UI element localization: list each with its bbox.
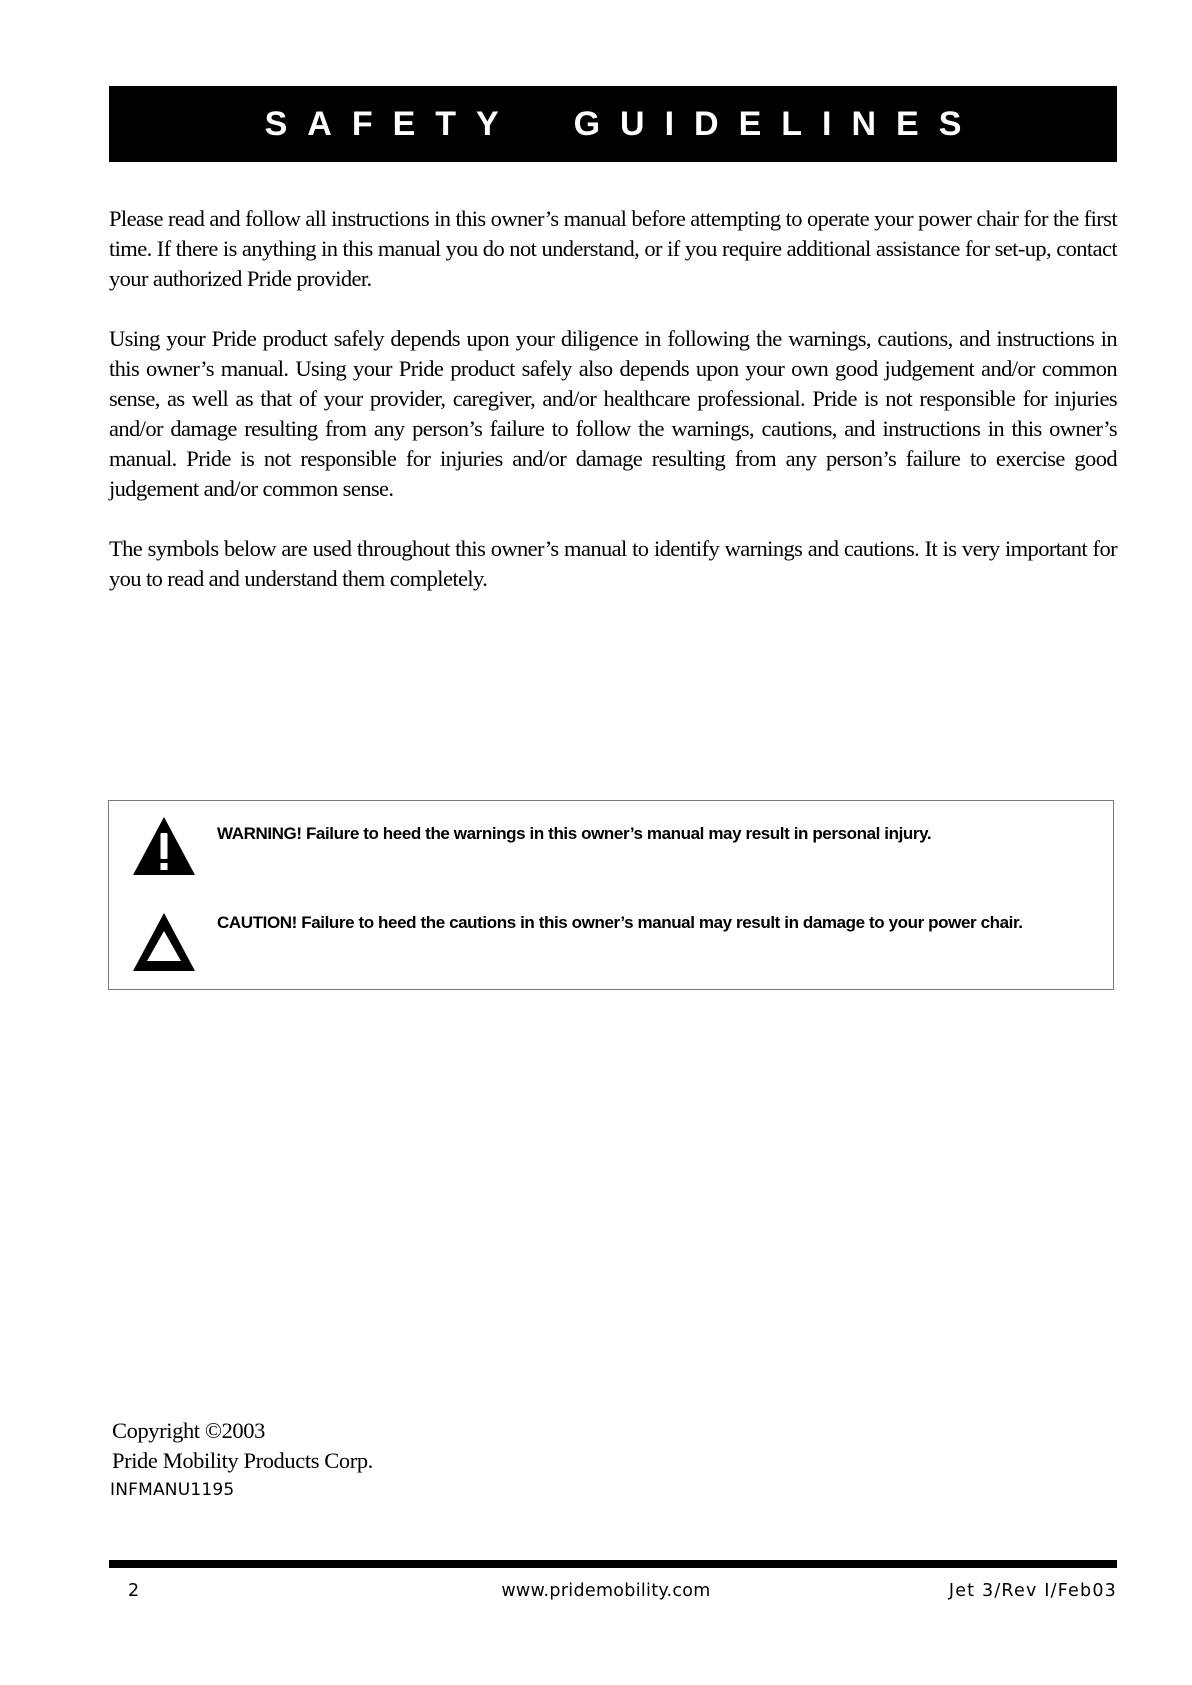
footer-divider [109,1560,1117,1568]
caution-notice [131,911,1091,973]
caution-triangle-icon [131,911,197,973]
intro-text [109,204,1117,624]
symbols-notice-box [108,800,1114,990]
warning-notice [131,815,1091,877]
footer-revision: Jet 3/Rev I/Feb03 [948,1581,1117,1601]
warning-triangle-icon [131,815,197,877]
warning-text: WARNING! Failure to heed the warnings in this owner’s manual may result in personal injury. [217,824,932,843]
paragraph-instructions: Please read and follow all instructions in this owner’s manual before attempting to operate your power chair for the first time. If there is anything in this manual you do not understand, or if you require additional assistance for set-up, contact your authorized Pride provider. [109,206,1117,291]
document-code: INFMANU1195 [110,1480,235,1500]
section-header-bar [109,86,1117,162]
copyright-block [112,1416,373,1476]
copyright-line: Copyright ©2003 [112,1418,265,1443]
caution-text: CAUTION! Failure to heed the cautions in this owner’s manual may result in damage to your power chair. [217,913,1023,932]
page-title: SAFETY GUIDELINES [264,104,982,143]
paragraph-responsibility: Using your Pride product safely depends upon your diligence in following the warnings, cautions, and instructions in this owner’s manual. Using your Pride product safely also depends upon your own good judgement and/or common sense, as well as that of your provider, caregiver, and/or healthcare professional. Pride is not responsible for injuries and/or damage resulting from any person’s failure to follow the warnings, cautions, and instructions in this owner’s manual. Pride is not responsible for injuries and/or damage resulting from any person’s failure to exercise good judgement and/or common sense. [109,326,1117,501]
company-name: Pride Mobility Products Corp. [112,1448,373,1473]
paragraph-symbols: The symbols below are used throughout this owner’s manual to identify warnings and cautions. It is very important for you to read and understand them completely. [109,536,1117,591]
page-number: 2 [128,1581,140,1601]
footer-url: www.pridemobility.com [501,1581,711,1601]
